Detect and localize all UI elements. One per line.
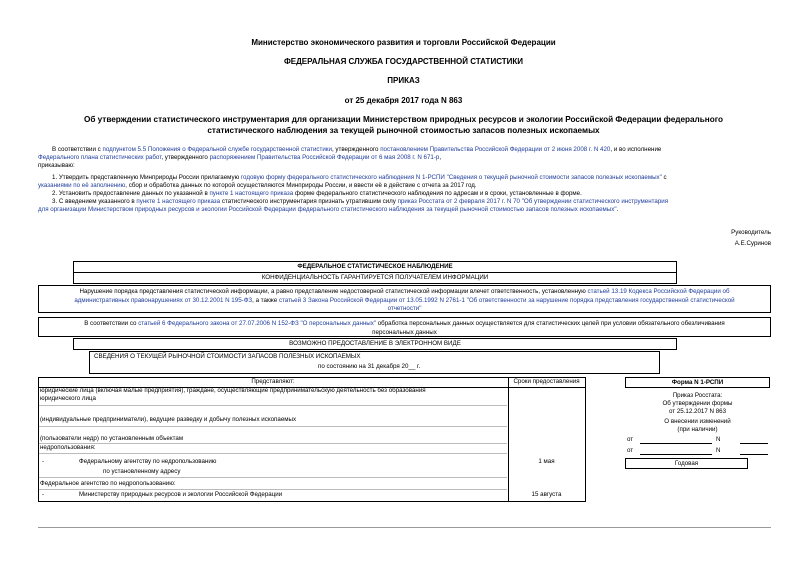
- signature-role: Руководитель: [731, 229, 771, 236]
- providers-table: [38, 377, 586, 502]
- personal-data-text: В соответствии со: [84, 320, 139, 327]
- recipient-text: по установленному адресу: [103, 468, 181, 475]
- report-title: СВЕДЕНИЯ О ТЕКУЩЕЙ РЫНОЧНОЙ СТОИМОСТИ ЗАПАСОВ ПОЛЕЗНЫХ ИСКОПАЕМЫХ: [94, 353, 361, 360]
- term-value: 1 мая: [538, 458, 555, 465]
- number-label: N: [716, 436, 721, 443]
- document-title-line-2: статистического наблюдения за текущей рыночной стоимостью запасов полезных ископаемых: [207, 126, 600, 135]
- item-text: 2. Установить предоставление данных по указанной в: [52, 190, 210, 197]
- confidentiality-label: КОНФИДЕНЦИАЛЬНОСТЬ ГАРАНТИРУЕТСЯ ПОЛУЧАТЕЛЕМ ИНФОРМАЦИИ: [261, 274, 489, 281]
- violation-notice-box: [38, 285, 771, 313]
- link-government-order[interactable]: распоряжением Правительства Российской Федерации от 6 мая 2008 г. N 671-р: [209, 154, 440, 161]
- approving-order-label: Приказ Росстата:: [672, 392, 723, 399]
- periodicity-box: [625, 458, 748, 469]
- column-header-providers: Представляют:: [251, 378, 295, 385]
- personal-data-box: [38, 317, 771, 337]
- report-title-box: [89, 351, 660, 374]
- electronic-label: ВОЗМОЖНО ПРЕДОСТАВЛЕНИЕ В ЭЛЕКТРОННОМ ВИДЕ: [289, 340, 461, 347]
- form-number-box: [625, 377, 770, 388]
- personal-data-text: обработка персональных данных осуществляется для статистических целей при условии обязательного обезличивания: [376, 320, 725, 327]
- number-label: N: [716, 447, 721, 454]
- item-3: [38, 198, 778, 206]
- item-text: 3. С введением указанного в: [52, 198, 137, 205]
- link-item-1[interactable]: пункте 1 настоящего приказа: [209, 190, 294, 197]
- violation-text: , а также: [252, 296, 279, 304]
- from-field-1[interactable]: [640, 443, 712, 444]
- item-2: [38, 190, 778, 198]
- number-field-2[interactable]: [740, 454, 768, 455]
- list-dash: -: [42, 458, 45, 465]
- document-date: от 25 декабря 2017 года N 863: [344, 96, 463, 105]
- link-government-decree[interactable]: постановлением Правительства Российской Федерации от 2 июня 2008 г. N 420: [380, 146, 611, 153]
- preamble-text: , утвержденного: [331, 146, 381, 153]
- provider-text: юридического лица: [40, 395, 96, 402]
- form-number: Форма N 1-РСПИ: [671, 379, 724, 386]
- periodicity-value: Годовая: [674, 460, 699, 467]
- from-label: от: [627, 447, 634, 454]
- link-federal-plan[interactable]: Федерального плана статистических работ: [38, 154, 162, 161]
- approving-order-text: Об утверждении формы: [662, 400, 733, 407]
- provider-text: (индивидуальные предприниматели), ведущие разведку и добычу полезных ископаемых: [40, 416, 297, 423]
- link-law-2761-1[interactable]: статьей 3 Закона Российской Федерации от 13.05.1992 N 2761-1 "Об ответственности за нарушение порядка представления государственной статистической: [278, 296, 735, 304]
- item-text: 1. Утвердить представленную Минприроды России прилагаемую: [52, 174, 241, 181]
- document-type: ПРИКАЗ: [387, 76, 420, 85]
- signature-name: А.Е.Суринов: [734, 240, 771, 247]
- from-label: от: [627, 436, 634, 443]
- personal-data-text: персональных данных: [372, 328, 437, 336]
- column-header-terms: Сроки предоставления: [513, 378, 580, 385]
- item-text: форме федерального статистического наблюдения по адресам и в сроки, установленные в форме.: [293, 190, 582, 197]
- preamble-text: ,: [439, 154, 442, 161]
- service-name: ФЕДЕРАЛЬНАЯ СЛУЖБА ГОСУДАРСТВЕННОЙ СТАТИСТИКИ: [283, 57, 524, 66]
- link-instructions[interactable]: указаниями по её заполнению: [38, 182, 126, 189]
- provider-text: недропользования:: [40, 444, 96, 451]
- item-text: статистического инструментария признать утратившим силу: [220, 198, 398, 205]
- order-items: [38, 174, 778, 214]
- report-date: по состоянию на 31 декабря 20__ г.: [318, 363, 421, 370]
- recipient-text: Федеральному агентству по недропользованию: [79, 458, 217, 465]
- preamble-text: , и во исполнение: [610, 146, 662, 153]
- preamble-text: В соответствии с: [52, 146, 103, 153]
- item-1: [38, 174, 778, 182]
- link-regulation[interactable]: подпунктом 5.5 Положения о Федеральной службе государственной статистики: [102, 146, 332, 153]
- link-koap-13-19[interactable]: статьей 13.19 Кодекса Российской Федерации об: [587, 288, 730, 295]
- provider-text: юридические лица (включая малые предприятия), граждане, осуществляющие предпринимательскую деятельность без образования: [40, 387, 426, 394]
- document-title-line-1: Об утверждении статистического инструментария для организации Министерством природных ресурсов и экологии Российской Федерации федерального: [83, 115, 724, 124]
- link-form-1-rspi[interactable]: годовую форму федерального статистического наблюдения N 1-РСПИ "Сведения о текущей рыночной стоимости запасов полезных ископаемых": [240, 174, 662, 181]
- link-law-152-fz[interactable]: статьей 6 Федерального закона от 27.07.2006 N 152-ФЗ "О персональных данных": [138, 320, 377, 327]
- ministry-name: Министерство экономического развития и торговли Российской Федерации: [251, 38, 556, 47]
- link-rosstat-order-70[interactable]: приказ Росстата от 2 февраля 2017 г. N 70 "Об утверждении статистического инструментария: [397, 198, 669, 205]
- list-dash: -: [42, 491, 45, 498]
- changes-note: (при наличии): [677, 426, 718, 433]
- electronic-box: [73, 338, 677, 350]
- preamble: [38, 146, 778, 170]
- link-rosstat-order-70[interactable]: для организации Министерством природных ресурсов и экологии Российской Федерации федерального статистического наблюдения за текущей рыночной стоимостью запасов полезных ископаемых": [38, 206, 617, 213]
- from-field-2[interactable]: [640, 454, 712, 455]
- number-field-1[interactable]: [740, 443, 768, 444]
- term-value: 15 августа: [531, 491, 562, 498]
- order-word: приказываю:: [38, 162, 75, 169]
- provider-text: Федеральное агентство по недропользованию:: [40, 480, 176, 487]
- item-text: с: [661, 174, 667, 181]
- changes-label: О внесении изменений: [664, 418, 731, 425]
- violation-text: Нарушение порядка представления статистической информации, а равно представление недостоверной статистической информации влечет ответственность, установленную: [79, 288, 588, 295]
- recipient-text: Министерству природных ресурсов и экологии Российской Федерации: [79, 491, 283, 498]
- page-bottom-divider: [38, 527, 771, 528]
- link-item-1[interactable]: пункте 1 настоящего приказа: [136, 198, 221, 205]
- federal-observation-label: ФЕДЕРАЛЬНОЕ СТАТИСТИЧЕСКОЕ НАБЛЮДЕНИЕ: [297, 263, 453, 270]
- approving-order-date: от 25.12.2017 N 863: [668, 408, 727, 415]
- link-koap[interactable]: административных правонарушениях от 30.12.2001 N 195-ФЗ: [74, 296, 253, 304]
- confidentiality-box: [73, 272, 677, 284]
- provider-text: (пользователи недр) по установленным объектам: [40, 435, 184, 442]
- item-text: .: [616, 206, 619, 213]
- link-law-2761-1[interactable]: отчетности": [387, 305, 422, 312]
- preamble-text: , утвержденного: [161, 154, 210, 161]
- item-text: , сбор и обработка данных по которой осуществляются Минприроды России, и ввести её в действие с отчета за 2017 год.: [125, 182, 477, 189]
